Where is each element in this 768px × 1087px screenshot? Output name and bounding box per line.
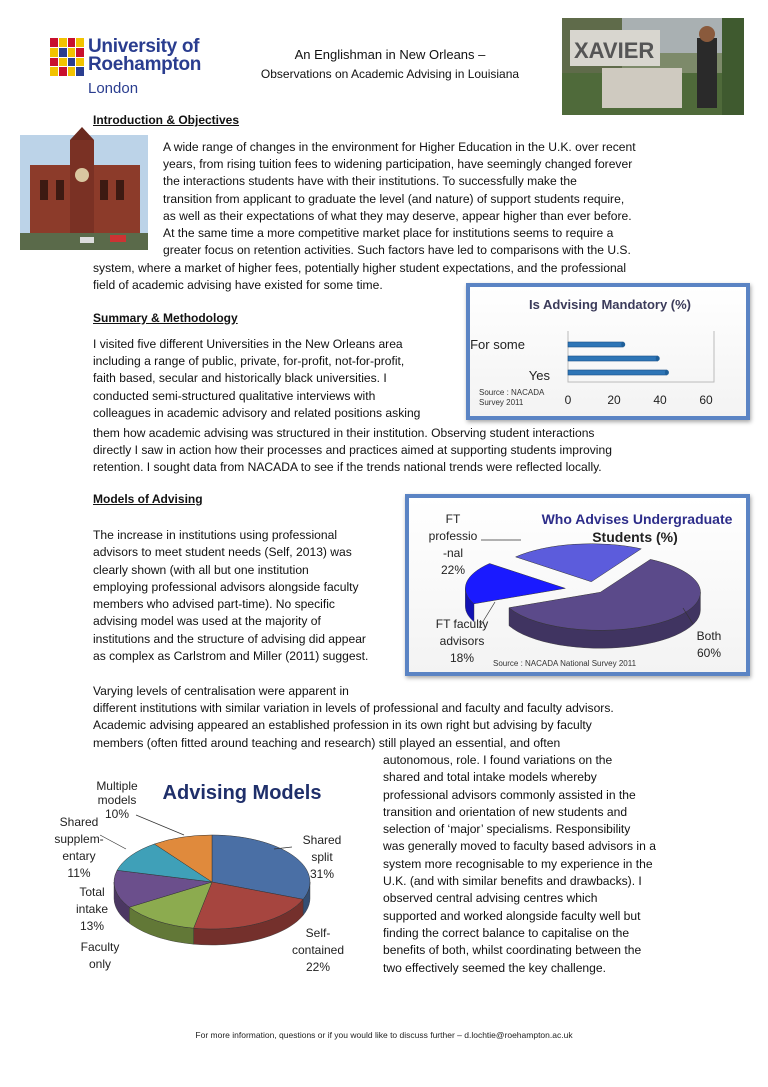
- chart-source-line2: Survey 2011: [479, 398, 524, 407]
- summary-line: directly I saw in action how their processes and practices aimed at supporting students improving: [93, 443, 612, 458]
- university-line2: Roehampton: [88, 54, 202, 75]
- label-shared-supplementary: supplem-: [54, 832, 104, 846]
- label-multiple-models: Multiple: [96, 779, 138, 793]
- models-text-left: [93, 527, 391, 665]
- label-both: Both: [696, 629, 722, 643]
- models-line: transition and orientation of new students and: [383, 804, 628, 819]
- summary-heading: Summary & Methodology: [93, 311, 238, 325]
- intro-line: system, where a market of higher fees, potentially higher student expectations, and the professional: [93, 261, 627, 275]
- intro-line: as well as their expectations of what they may deserve, appear higher than ever before.: [163, 208, 632, 223]
- chart-title: Advising Models: [162, 782, 322, 804]
- university-line1: University of: [88, 36, 200, 57]
- leader-line: [136, 815, 184, 835]
- models-line: different institutions with similar variation in levels of professional and faculty and faculty advisors.: [93, 701, 614, 715]
- models-line: autonomous, role. I found variations on the: [383, 753, 613, 767]
- label-ft-faculty: FT faculty: [435, 617, 489, 631]
- models-line: as complex as Carlstrom and Miller (2011) suggest.: [93, 649, 369, 664]
- label-shared-supplementary: 11%: [67, 866, 91, 880]
- models-line: advising model was used at the majority of: [93, 614, 321, 629]
- models-heading: Models of Advising: [93, 492, 203, 506]
- intro-text-indented: [163, 139, 675, 259]
- poster-title: An Englishman in New Orleans –: [294, 47, 486, 62]
- label-self-contained: Self-: [305, 926, 331, 940]
- who-advises-chart: [409, 498, 746, 672]
- models-line: selection of ‘major’ specialisms. Responsibility: [383, 822, 631, 837]
- models-centralisation-first: Varying levels of centralisation were apparent in: [93, 684, 349, 698]
- intro-line: years, from rising tuition fees to widening participation, have seemingly changed forever: [163, 157, 633, 172]
- label-ft-professional: FT: [445, 512, 461, 526]
- label-total-intake: Total: [79, 885, 105, 899]
- label-shared-supplementary: Shared: [59, 815, 99, 829]
- xavier-photo: [562, 18, 744, 115]
- church-photo-svg: [20, 135, 148, 250]
- label-self-contained: 22%: [305, 960, 331, 974]
- summary-text-full: [93, 425, 675, 477]
- models-line: U.K. (and with similar benefits and drawbacks). I: [383, 874, 642, 889]
- poster-subtitle: Observations on Academic Advising in Louisiana: [260, 67, 520, 81]
- label-faculty-only: Faculty: [80, 940, 120, 954]
- models-line: members (often fitted around teaching and research) still played an essential, and often: [93, 735, 561, 750]
- models-line: advisors to meet student needs (Self, 2013) was: [93, 545, 352, 560]
- crest-icon: [50, 38, 84, 76]
- advising-models-chart: [54, 765, 382, 980]
- chart-title-line1: Who Advises Undergraduate: [541, 511, 733, 527]
- chart-source-line1: Source : NACADA: [479, 388, 545, 397]
- summary-text-left: [93, 336, 458, 422]
- xavier-photo-svg: [562, 18, 744, 115]
- intro-line: the interactions students have with their institutions. To successfully make the: [163, 174, 577, 189]
- intro-heading: Introduction & Objectives: [93, 113, 240, 127]
- tick-label: 40: [653, 393, 667, 407]
- label-ft-professional: professio: [428, 529, 478, 543]
- summary-line: conducted semi-structured qualitative interviews with: [93, 388, 376, 403]
- bar-cap-1: [656, 356, 660, 361]
- summary-line: including a range of public, private, for-profit, not-for-profit,: [93, 354, 405, 369]
- label-multiple-models: 10%: [104, 807, 130, 821]
- intro-line: A wide range of changes in the environment for Higher Education in the U.K. over recent: [163, 140, 636, 154]
- label-ft-professional: 22%: [440, 563, 466, 577]
- label-both: 60%: [696, 646, 722, 660]
- summary-line: I visited five different Universities in the New Orleans area: [93, 337, 403, 351]
- advising-models-chart-area: [54, 765, 382, 980]
- label-shared-split: 31%: [309, 867, 335, 881]
- leader-line: [100, 835, 126, 849]
- chart-source: Source : NACADA National Survey 2011: [493, 659, 637, 668]
- models-line: observed central advising centres which: [383, 891, 598, 906]
- slice-2: [516, 544, 642, 582]
- who-advises-chart-panel: [405, 494, 750, 676]
- university-name: [88, 38, 201, 74]
- models-line: The increase in institutions using professional: [93, 528, 338, 542]
- label-shared-split: split: [311, 850, 333, 864]
- label-ft-professional: -nal: [442, 546, 464, 560]
- summary-line: retention. I sought data from NACADA to see if the trends national trends were reflected locally.: [93, 460, 602, 475]
- models-line: was generally moved to faculty based advisors in a: [383, 839, 656, 854]
- models-line: two effectively seemed the key challenge.: [383, 960, 606, 975]
- church-photo: [20, 135, 148, 250]
- bar-1: [568, 356, 658, 361]
- tick-label: 0: [564, 393, 572, 407]
- chart-title: Is Advising Mandatory (%): [528, 297, 692, 312]
- photo-sign-text: XAVIER: [574, 38, 655, 63]
- models-line: shared and total intake models whereby: [383, 770, 597, 785]
- bar-cap-0: [621, 342, 625, 347]
- intro-line: transition from applicant to graduate the level (and nature) of support students require,: [163, 191, 625, 206]
- tick-label: 60: [699, 393, 713, 407]
- label-self-contained: contained: [291, 943, 345, 957]
- models-line: professional advisors commonly assisted in the: [383, 787, 636, 802]
- chart-title-line2: Students (%): [592, 529, 678, 545]
- category-label-for-some: For some: [470, 337, 525, 352]
- models-line: Academic advising appeared an established profession in its own right but advising by faculty: [93, 718, 592, 733]
- label-total-intake: intake: [75, 902, 109, 916]
- label-faculty-only: only: [88, 957, 112, 971]
- mandatory-chart-panel: [466, 283, 750, 420]
- university-logo: [50, 38, 220, 102]
- label-ft-faculty: 18%: [449, 651, 475, 665]
- models-line: employing professional advisors alongside faculty: [93, 579, 359, 594]
- tick-label: 20: [607, 393, 621, 407]
- intro-line: At the same time a more competitive market place for institutions seems to require a: [163, 226, 614, 241]
- summary-line: colleagues in academic advisory and related positions asking: [93, 405, 421, 420]
- category-label-yes: Yes: [528, 368, 550, 383]
- bar-0: [568, 342, 623, 347]
- models-text-right: [383, 752, 675, 977]
- summary-line: them how academic advising was structured in their institution. Observing student interactions: [93, 426, 595, 440]
- label-ft-faculty: advisors: [439, 634, 485, 648]
- label-shared-split: Shared: [302, 833, 342, 847]
- intro-line: greater focus on retention activities. Such factors have led to comparisons with the U.S.: [163, 243, 631, 258]
- summary-line: faith based, secular and historically black universities. I: [93, 371, 387, 386]
- university-city: London: [88, 80, 139, 97]
- models-text-full: [93, 700, 675, 752]
- models-line: system more recognisable to my experience in the: [383, 856, 653, 871]
- intro-line: field of academic advising have existed for some time.: [93, 278, 383, 293]
- label-total-intake: 13%: [79, 919, 105, 933]
- models-line: supported and worked alongside faculty well but: [383, 908, 641, 923]
- models-line: clearly shown (with all but one institution: [93, 562, 309, 577]
- models-line: benefits of both, whilst coordinating between the: [383, 943, 642, 958]
- models-line: finding the correct balance to capitalise on the: [383, 925, 630, 940]
- models-line: institutions and the structure of advising did appear: [93, 631, 366, 646]
- mandatory-chart: [470, 287, 746, 416]
- bar-2: [568, 370, 667, 375]
- label-multiple-models: models: [97, 793, 137, 807]
- models-line: members who advised part-time). No specific: [93, 597, 335, 612]
- slice-1: [465, 564, 565, 604]
- bar-cap-2: [665, 370, 669, 375]
- label-shared-supplementary: entary: [62, 849, 96, 863]
- footer-contact: For more information, questions or if you would like to discuss further – d.lochtie@roehampton.ac.uk: [195, 1030, 573, 1040]
